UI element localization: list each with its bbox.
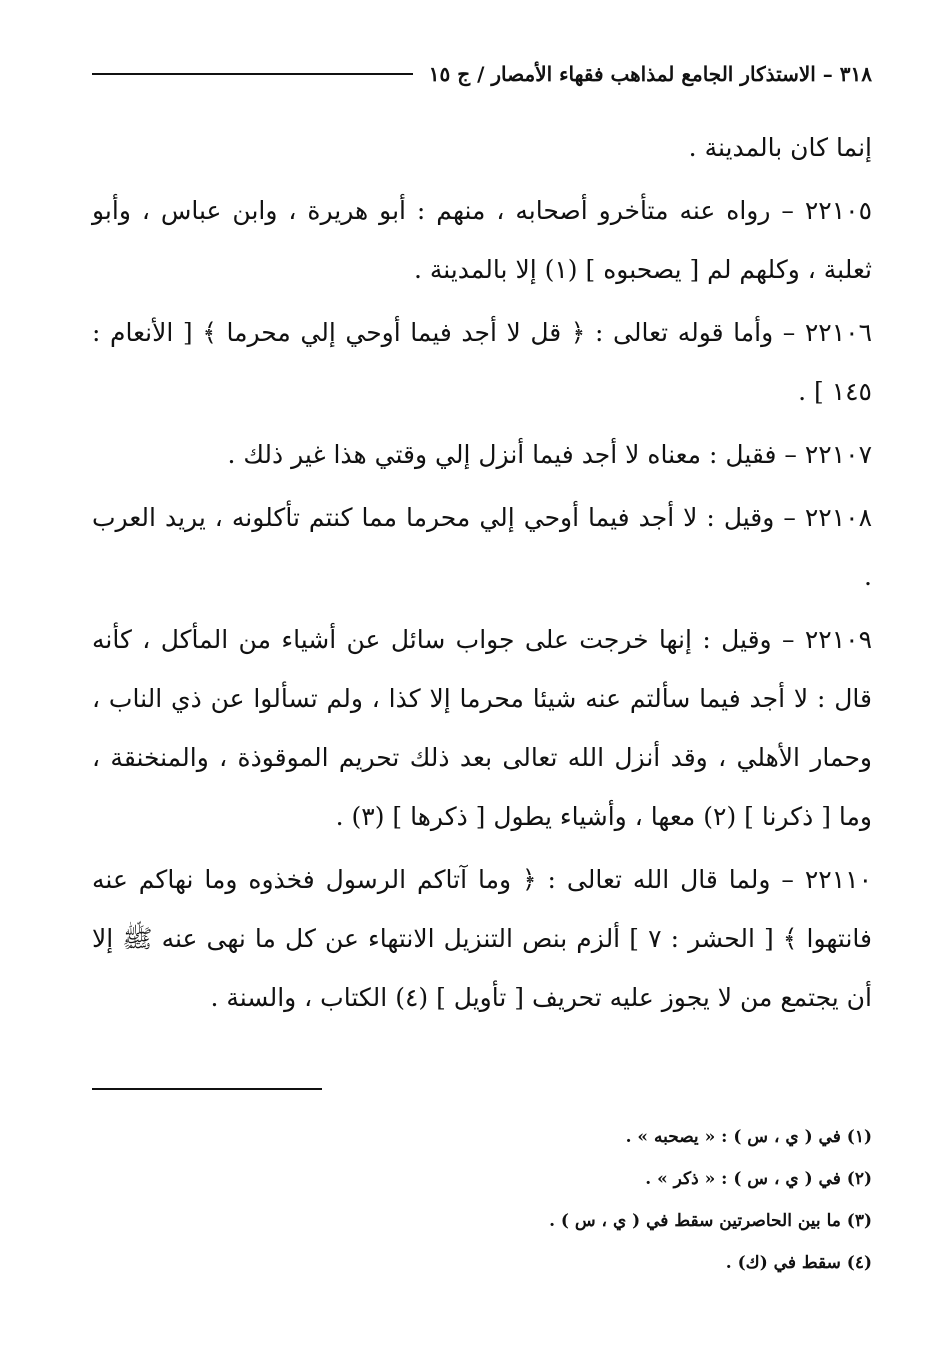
paragraph: إنما كان بالمدينة . xyxy=(688,133,872,162)
paragraph-22109: ٢٢١٠٩ – وقيل : إنها خرجت على جواب سائل عن أشياء من المأكل ، كأنه قال : لا أجد فيما سألتم عنه شيئا محرما إلا كذا ، ولم تسألوا عن ذي الناب ، وحمار الأهلي ، وقد أنزل الله تعالى بعد ذلك تحريم الموقوذة ، والمنخنقة ، وما [ ذكرنا ] (٢) معها ، وأشياء يطول [ ذكرها ] (٣) . xyxy=(92,625,873,831)
footnotes xyxy=(92,1116,872,1284)
paragraph-22107: ٢٢١٠٧ – فقيل : معناه لا أجد فيما أنزل إلي وقتي هذا غير ذلك . xyxy=(227,440,872,469)
footnote-4: (٤) سقط في (ك) . xyxy=(725,1253,872,1273)
page-header xyxy=(92,56,872,92)
footnote-2: (٢) في ( ي ، س ) : « ذكر » . xyxy=(645,1169,872,1189)
header-rule xyxy=(92,73,413,75)
paragraph-22110: ٢٢١١٠ – ولما قال الله تعالى : ﴿ وما آتاكم الرسول فخذوه وما نهاكم عنه فانتهوا ﴾ [ الحشر : ٧ ] ألزم بنص التنزيل الانتهاء عن كل ما نهى عنه ﷺ إلا أن يجتمع من لا يجوز عليه تحريف [ تأويل ] (٤) الكتاب ، والسنة . xyxy=(92,865,872,1012)
main-text xyxy=(92,118,872,1027)
footnote-separator xyxy=(92,1088,322,1090)
paragraph-22106: ٢٢١٠٦ – وأما قوله تعالى : ﴿ قل لا أجد فيما أوحي إلي محرما ﴾ [ الأنعام : ١٤٥ ] . xyxy=(92,318,872,406)
running-header-title: ٣١٨ – الاستذكار الجامع لمذاهب فقهاء الأمصار / ج ١٥ xyxy=(428,62,872,86)
footnote-1: (١) في ( ي ، س ) : « يصحبه » . xyxy=(625,1127,872,1147)
paragraph-22108: ٢٢١٠٨ – وقيل : لا أجد فيما أوحي إلي محرما مما كنتم تأكلونه ، يريد العرب . xyxy=(92,503,872,591)
paragraph-22105: ٢٢١٠٥ – رواه عنه متأخرو أصحابه ، منهم : أبو هريرة ، وابن عباس ، وأبو ثعلبة ، وكلهم لم [ يصحبوه ] (١) إلا بالمدينة . xyxy=(92,196,872,284)
footnote-3: (٣) ما بين الحاصرتين سقط في ( ي ، س ) . xyxy=(549,1211,872,1231)
